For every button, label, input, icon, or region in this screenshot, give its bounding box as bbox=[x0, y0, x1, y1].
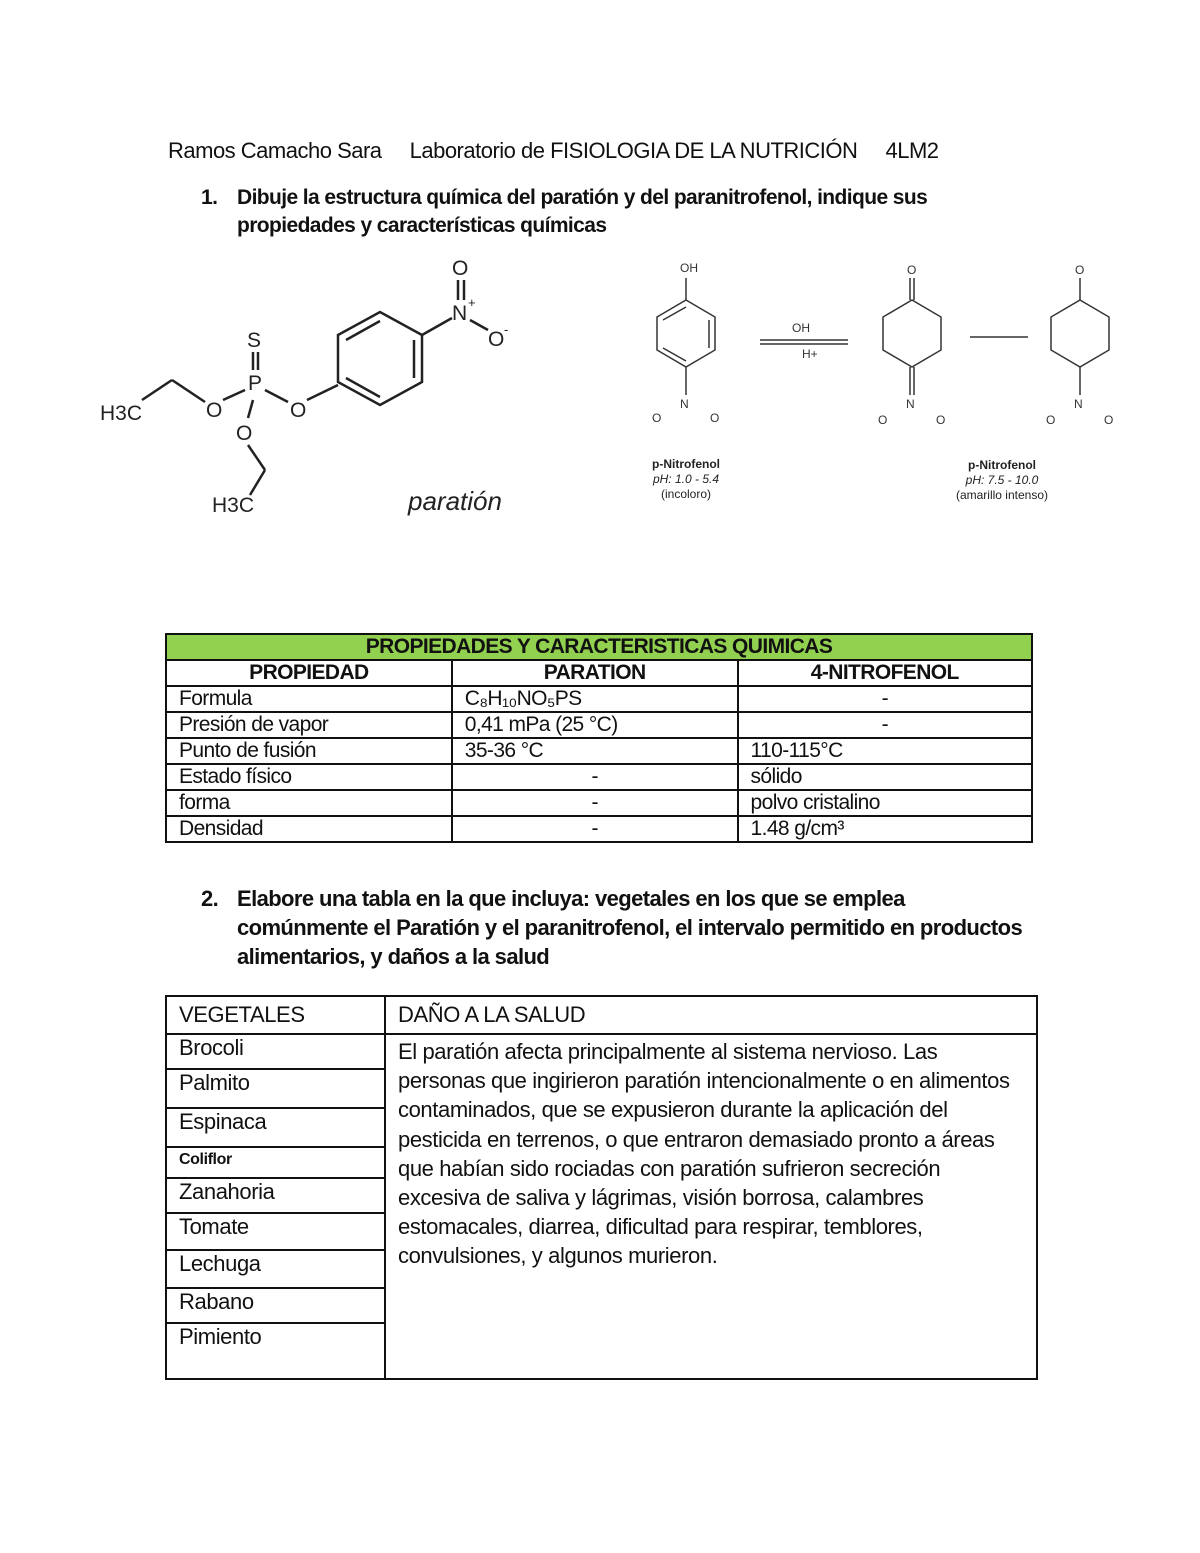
column-header: 4-NITROFENOL bbox=[738, 660, 1032, 686]
cell: - bbox=[452, 790, 738, 816]
hydroxide-label: OH bbox=[792, 321, 810, 335]
list-item: Rabano bbox=[167, 1289, 384, 1324]
cell: - bbox=[738, 712, 1032, 738]
oxygen-label: O bbox=[878, 413, 888, 427]
parathion-caption: paratión bbox=[408, 486, 502, 516]
properties-table bbox=[165, 633, 1033, 843]
proton-label: H+ bbox=[802, 347, 818, 361]
oxygen-label: O bbox=[710, 411, 720, 425]
cell: Presión de vapor bbox=[166, 712, 452, 738]
oxygen-label: O bbox=[936, 413, 946, 427]
vegetables-health-table bbox=[165, 995, 1038, 1380]
left-species-color: (incoloro) bbox=[660, 487, 712, 501]
course-name: Laboratorio de FISIOLOGIA DE LA NUTRICIÓN bbox=[409, 138, 858, 163]
left-species-ph: pH: 1.0 - 5.4 bbox=[652, 472, 720, 486]
cell: - bbox=[452, 816, 738, 842]
cell: 1.48 g/cm³ bbox=[738, 816, 1032, 842]
charge-label: + bbox=[468, 295, 476, 310]
ch3-label: H3C bbox=[212, 494, 255, 517]
table-row bbox=[166, 790, 1032, 816]
health-damage-text: El paratión afecta principalmente al sistema nervioso. Las personas que ingirieron paratión intencionalmente o en alimentos contaminados, que se expusieron durante la aplicación del pesticida en terrenos, o que entraron demasiado pronto a áreas que habían sido rociadas con paratión sufrieron secreción excesiva de saliva y lágrimas, visión borrosa, calambres estomacales, diarrea, dificultad para respirar, temblores, convulsiones, y algunos murieron. bbox=[385, 1034, 1037, 1379]
list-item: Brocoli bbox=[167, 1035, 384, 1070]
oxygen-label: O bbox=[452, 257, 469, 280]
document-header bbox=[168, 138, 939, 164]
oxygen-label: O bbox=[1075, 263, 1085, 277]
oxygen-label: O bbox=[907, 263, 917, 277]
list-item: Pimiento bbox=[179, 1324, 262, 1349]
question-number: 1. bbox=[201, 186, 218, 209]
column-header: PROPIEDAD bbox=[166, 660, 452, 686]
right-species-color: (amarillo intenso) bbox=[955, 488, 1049, 502]
list-item: Espinaca bbox=[167, 1109, 384, 1148]
column-header: DAÑO A LA SALUD bbox=[385, 996, 1037, 1034]
cell: 110-115°C bbox=[738, 738, 1032, 764]
right-species-name: p-Nitrofenol bbox=[968, 458, 1036, 472]
oxygen-label: O bbox=[488, 328, 505, 351]
left-species-name: p-Nitrofenol bbox=[652, 457, 720, 471]
cell: C₈H₁₀NO₅PS bbox=[452, 686, 738, 712]
nitrogen-label: N bbox=[452, 302, 468, 325]
charge-label: - bbox=[504, 322, 509, 337]
cell: Densidad bbox=[166, 816, 452, 842]
group-code: 4LM2 bbox=[885, 138, 939, 163]
cell: Estado físico bbox=[166, 764, 452, 790]
nitrophenol-equilibrium bbox=[630, 250, 1130, 510]
parathion-structure bbox=[90, 250, 530, 530]
table-row bbox=[166, 816, 1032, 842]
oxygen-label: O bbox=[206, 399, 223, 422]
right-species-ph: pH: 7.5 - 10.0 bbox=[965, 473, 1039, 487]
nitrogen-label: N bbox=[906, 397, 915, 411]
oxygen-label: O bbox=[1104, 413, 1114, 427]
list-item: Lechuga bbox=[167, 1251, 384, 1289]
cell: 35-36 °C bbox=[452, 738, 738, 764]
phosphorus-label: P bbox=[248, 372, 263, 395]
cell: forma bbox=[166, 790, 452, 816]
table-row bbox=[166, 686, 1032, 712]
list-item: Tomate bbox=[167, 1214, 384, 1251]
table-row bbox=[166, 738, 1032, 764]
question-2 bbox=[201, 884, 1037, 971]
list-item: Coliflor bbox=[167, 1148, 384, 1179]
vegetables-list bbox=[166, 1034, 385, 1379]
oh-label: OH bbox=[680, 261, 698, 275]
cell: Formula bbox=[166, 686, 452, 712]
oxygen-label: O bbox=[652, 411, 662, 425]
column-header: VEGETALES bbox=[166, 996, 385, 1034]
table-row bbox=[166, 712, 1032, 738]
oxygen-label: O bbox=[236, 422, 253, 445]
oxygen-label: O bbox=[1046, 413, 1056, 427]
author-name: Ramos Camacho Sara bbox=[168, 138, 382, 163]
list-item: Palmito bbox=[167, 1070, 384, 1109]
ch3-label: H3C bbox=[100, 402, 143, 425]
oxygen-label: O bbox=[290, 399, 307, 422]
nitrogen-label: N bbox=[680, 397, 689, 411]
list-item: Zanahoria bbox=[167, 1179, 384, 1214]
cell: - bbox=[738, 686, 1032, 712]
cell: polvo cristalino bbox=[738, 790, 1032, 816]
question-text: Dibuje la estructura química del paratión y del paranitrofenol, indique sus propiedades y características químicas bbox=[237, 186, 928, 237]
column-header: PARATION bbox=[452, 660, 738, 686]
table-title: PROPIEDADES Y CARACTERISTICAS QUIMICAS bbox=[166, 634, 1032, 660]
question-1 bbox=[201, 184, 1037, 240]
cell: sólido bbox=[738, 764, 1032, 790]
cell: 0,41 mPa (25 °C) bbox=[452, 712, 738, 738]
sulfur-label: S bbox=[247, 329, 262, 352]
nitrogen-label: N bbox=[1074, 397, 1083, 411]
table-row bbox=[166, 764, 1032, 790]
question-number: 2. bbox=[201, 886, 219, 911]
question-text: Elabore una tabla en la que incluya: vegetales en los que se emplea comúnmente el Paratión y el paranitrofenol, el intervalo permitido en productos alimentarios, y daños a la salud bbox=[237, 886, 1023, 969]
cell: - bbox=[452, 764, 738, 790]
cell: Punto de fusión bbox=[166, 738, 452, 764]
